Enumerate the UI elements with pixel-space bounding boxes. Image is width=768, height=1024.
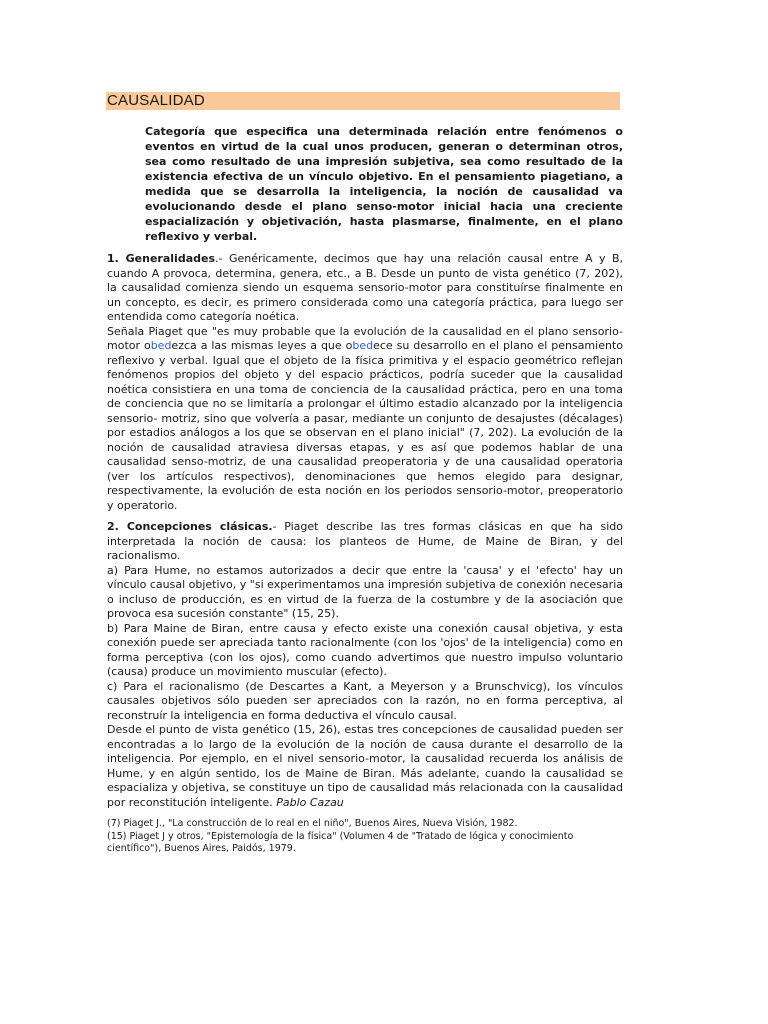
piaget-quote-paragraph — [107, 325, 623, 514]
section-concepciones — [107, 520, 623, 810]
closing-paragraph — [107, 723, 623, 810]
reference-item: (7) Piaget J., "La construcción de lo real en el niño", Buenos Aires, Nueva Visión, 1982. — [107, 818, 518, 829]
maine-de-biran-paragraph: b) Para Maine de Biran, entre causa y efecto existe una conexión causal objetiva, y esta conexión puede ser apreciada tanto racionalmente (con los 'ojos' de la inteligencia) como en forma perceptiva (con los ojos), como cuando advertimos que nuestro impulso voluntario (causa) produce un movimiento muscular (efecto). — [107, 621, 623, 678]
concepciones-intro: - Piaget describe las tres formas clásicas en que ha sido interpretada la noción de causa: los planteos de Hume, de Maine de Biran, y del racionalismo. — [107, 520, 623, 562]
section-generalidades — [107, 252, 623, 513]
quote-text-a: Señala Piaget que "es muy probable que la evolución de la causalidad en el plano sensorio-motor o — [107, 324, 623, 352]
quote-text-c: ece su desarrollo en el plano el pensamiento reflexivo y verbal. Igual que el objeto de la física primitiva y el espacio geométrico reflejan fenómenos propios del objeto y del espacio prácticos, podría suceder que la causalidad noética consistiera en una toma de conciencia de la causalidad práctica, pero en una toma de conciencia que no se limitaría a prolongar el último estadio alcanzado por la inteligencia sensorio- motriz, sino que volvería a pasar, mediante un conjunto de desajustes (décalages) por estadios análogos a los que se observan en el plano inicial" (7, 202). La evolución de la noción de causalidad atraviesa diversas etapas, y es así que podemos hablar de una causalidad senso-motriz, de una causalidad preoperatoria y de una causalidad operatoria (ver los artículos respectivos), denominaciones que hemos elegido para designar, respectivamente, la evolución de esta noción en los periodos sensorio-motor, preoperatorio y operatorio. — [107, 339, 623, 512]
section-heading-generalidades: 1. Generalidades — [107, 252, 215, 265]
quote-text-b: ezca a las mismas leyes a que o — [171, 339, 353, 352]
author-name: Pablo Cazau — [276, 795, 344, 809]
references-list — [107, 818, 623, 856]
concepciones-intro-paragraph — [107, 520, 623, 564]
inline-link-bed-1[interactable]: bed — [150, 339, 172, 352]
hume-paragraph: a) Para Hume, no estamos autorizados a decir que entre la 'causa' y el 'efecto' hay un vínculo causal objetivo, y "si experimentamos una impresión subjetiva de conexión necesaria o incluso de producción, es en virtud de la fuerza de la costumbre y de la asociación que provoca esa sucesión constante" (15, 25). — [107, 563, 623, 620]
generalidades-intro: .- Genéricamente, decimos que hay una relación causal entre A y B, cuando A provoca, determina, genera, etc., a B. Desde un punto de vista genético (7, 202), la causalidad comienza siendo un esquema sensorio-motor para constituírse finalmente en un concepto, es decir, es primero considerada como una categoría práctica, para luego ser entendida como categoría noética. — [107, 252, 623, 323]
section-heading-concepciones: 2. Concepciones clásicas. — [107, 520, 273, 533]
page-title: CAUSALIDAD — [106, 92, 620, 110]
generalidades-paragraph — [107, 252, 623, 325]
abstract-paragraph: Categoría que especifica una determinada relación entre fenómenos o eventos en virtud de la cual unos producen, generan o determinan otros, sea como resultado de una impresión subjetiva, sea como resultado de la existencia efectiva de un vínculo objetivo. En el pensamiento piagetiano, a medida que se desarrolla la inteligencia, la noción de causalidad va evolucionando desde el plano senso-motor inicial hacia una creciente espacialización y objetivación, hasta plasmarse, finalmente, en el plano reflexivo y verbal. — [145, 125, 623, 243]
reference-item: (15) Piaget J y otros, "Epistemología de la física" (Volumen 4 de "Tratado de lógica y conocimiento científico"), Buenos Aires, Paidós, 1979. — [107, 830, 574, 854]
racionalismo-paragraph: c) Para el racionalismo (de Descartes a Kant, a Meyerson y a Brunschvicg), los vínculos causales objetivos sólo pueden ser apreciados con la razón, no en forma perceptiva, al reconstruír la inteligencia en forma deductiva el vínculo causal. — [107, 679, 623, 722]
inline-link-bed-2[interactable]: bed — [352, 339, 374, 352]
closing-text: Desde el punto de vista genético (15, 26), estas tres concepciones de causalidad pueden ser encontradas a lo largo de la evolución de la noción de causa durante el desarrollo de la inteligencia. Por ejemplo, en el nivel sensorio-motor, la causalidad recuerda los análisis de Hume, y en algún sentido, los de Maine de Biran. Más adelante, cuando la causalidad se espacializa y objetiva, se constituye un tipo de causalidad más relacionada con la causalidad por reconstitución inteligente. — [107, 723, 623, 809]
